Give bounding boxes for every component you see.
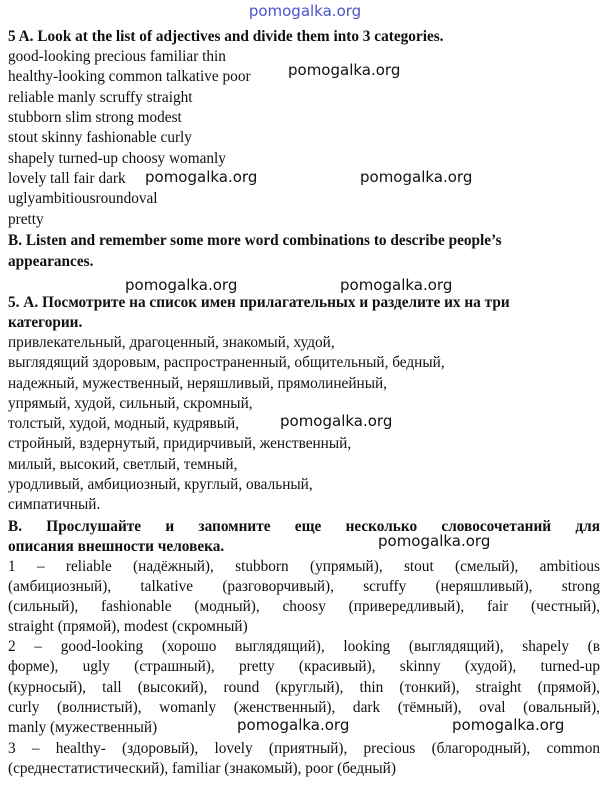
task-a-heading-ru-cont: категории. — [8, 314, 83, 331]
adjective-line-ru: симпатичный. — [8, 496, 101, 513]
watermark: pomogalka.org — [237, 716, 350, 734]
watermark: pomogalka.org — [340, 276, 453, 294]
group-2-line: (курносый), tall (высокий), round (круглый), thin (тонкий), straight (прямой), — [8, 679, 600, 696]
adjective-line: uglyambitiousroundoval — [8, 190, 158, 207]
group-1-line: 1 – reliable (надёжный), stubborn (упрямый), stout (смелый), ambitious — [8, 558, 600, 575]
watermark: pomogalka.org — [452, 716, 565, 734]
watermark: pomogalka.org — [125, 276, 238, 294]
adjective-line: healthy-looking common talkative poor — [8, 68, 251, 85]
group-2-line: 2 – good-looking (хорошо выглядящий), looking (выглядящий), shapely (в — [8, 638, 600, 655]
adjective-line: pretty — [8, 211, 44, 228]
watermark: pomogalka.org — [288, 61, 401, 79]
adjective-line-ru: привлекательный, драгоценный, знакомый, худой, — [8, 334, 335, 351]
group-1-line: straight (прямой), modest (скромный) — [8, 618, 248, 635]
task-a-heading-ru: 5. А. Посмотрите на список имен прилагательных и разделите их на три — [8, 294, 510, 311]
group-3-line: 3 – healthy- (здоровый), lovely (приятный), precious (благородный), common — [8, 740, 600, 757]
adjective-line-ru: стройный, вздернутый, придирчивый, женственный, — [8, 435, 352, 452]
adjective-line-ru: выглядящий здоровым, распространенный, общительный, бедный, — [8, 354, 445, 371]
adjective-line-ru: надежный, мужественный, неряшливый, прямолинейный, — [8, 375, 388, 392]
group-1-line: (сильный), fashionable (модный), choosy (привередливый), fair (честный), — [8, 598, 600, 615]
group-1-line: (амбициозный), talkative (разговорчивый), scruffy (неряшливый), strong — [8, 578, 600, 595]
watermark: pomogalka.org — [378, 532, 491, 550]
adjective-line-ru: толстый, худой, модный, кудрявый, — [8, 415, 240, 432]
group-2-line: форме), ugly (страшный), pretty (красивый), skinny (худой), turned-up — [8, 658, 600, 675]
adjective-line-ru: уродливый, амбициозный, круглый, овальный, — [8, 476, 313, 493]
watermark: pomogalka.org — [145, 168, 258, 186]
task-b-heading-en: B. Listen and remember some more word combinations to describe people’s — [8, 232, 502, 249]
task-b-heading-ru: В. Прослушайте и запомните еще несколько словосочетаний для — [8, 518, 600, 535]
adjective-line: reliable manly scruffy straight — [8, 89, 193, 106]
task-b-heading-ru-cont: описания внешности человека. — [8, 538, 225, 555]
group-2-line: curly (волнистый), womanly (женственный), dark (тёмный), oval (овальный), — [8, 699, 600, 716]
adjective-line: shapely turned-up choosy womanly — [8, 150, 226, 167]
task-a-heading-en: 5 A. Look at the list of adjectives and divide them into 3 categories. — [8, 28, 444, 45]
group-3-line: (среднестатистический), familiar (знакомый), poor (бедный) — [8, 760, 396, 777]
group-2-line: manly (мужественный) — [8, 719, 158, 736]
adjective-line-ru: милый, высокий, светлый, темный, — [8, 456, 238, 473]
watermark: pomogalka.org — [280, 412, 393, 430]
adjective-line: stout skinny fashionable curly — [8, 129, 192, 146]
adjective-line-ru: упрямый, худой, сильный, скромный, — [8, 395, 253, 412]
adjective-line: stubborn slim strong modest — [8, 109, 182, 126]
adjective-line: good-looking precious familiar thin — [8, 48, 226, 65]
adjective-line: lovely tall fair dark — [8, 170, 126, 187]
watermark: pomogalka.org — [360, 168, 473, 186]
task-b-heading-en-cont: appearances. — [8, 253, 94, 270]
watermark-top: pomogalka.org — [248, 2, 362, 20]
